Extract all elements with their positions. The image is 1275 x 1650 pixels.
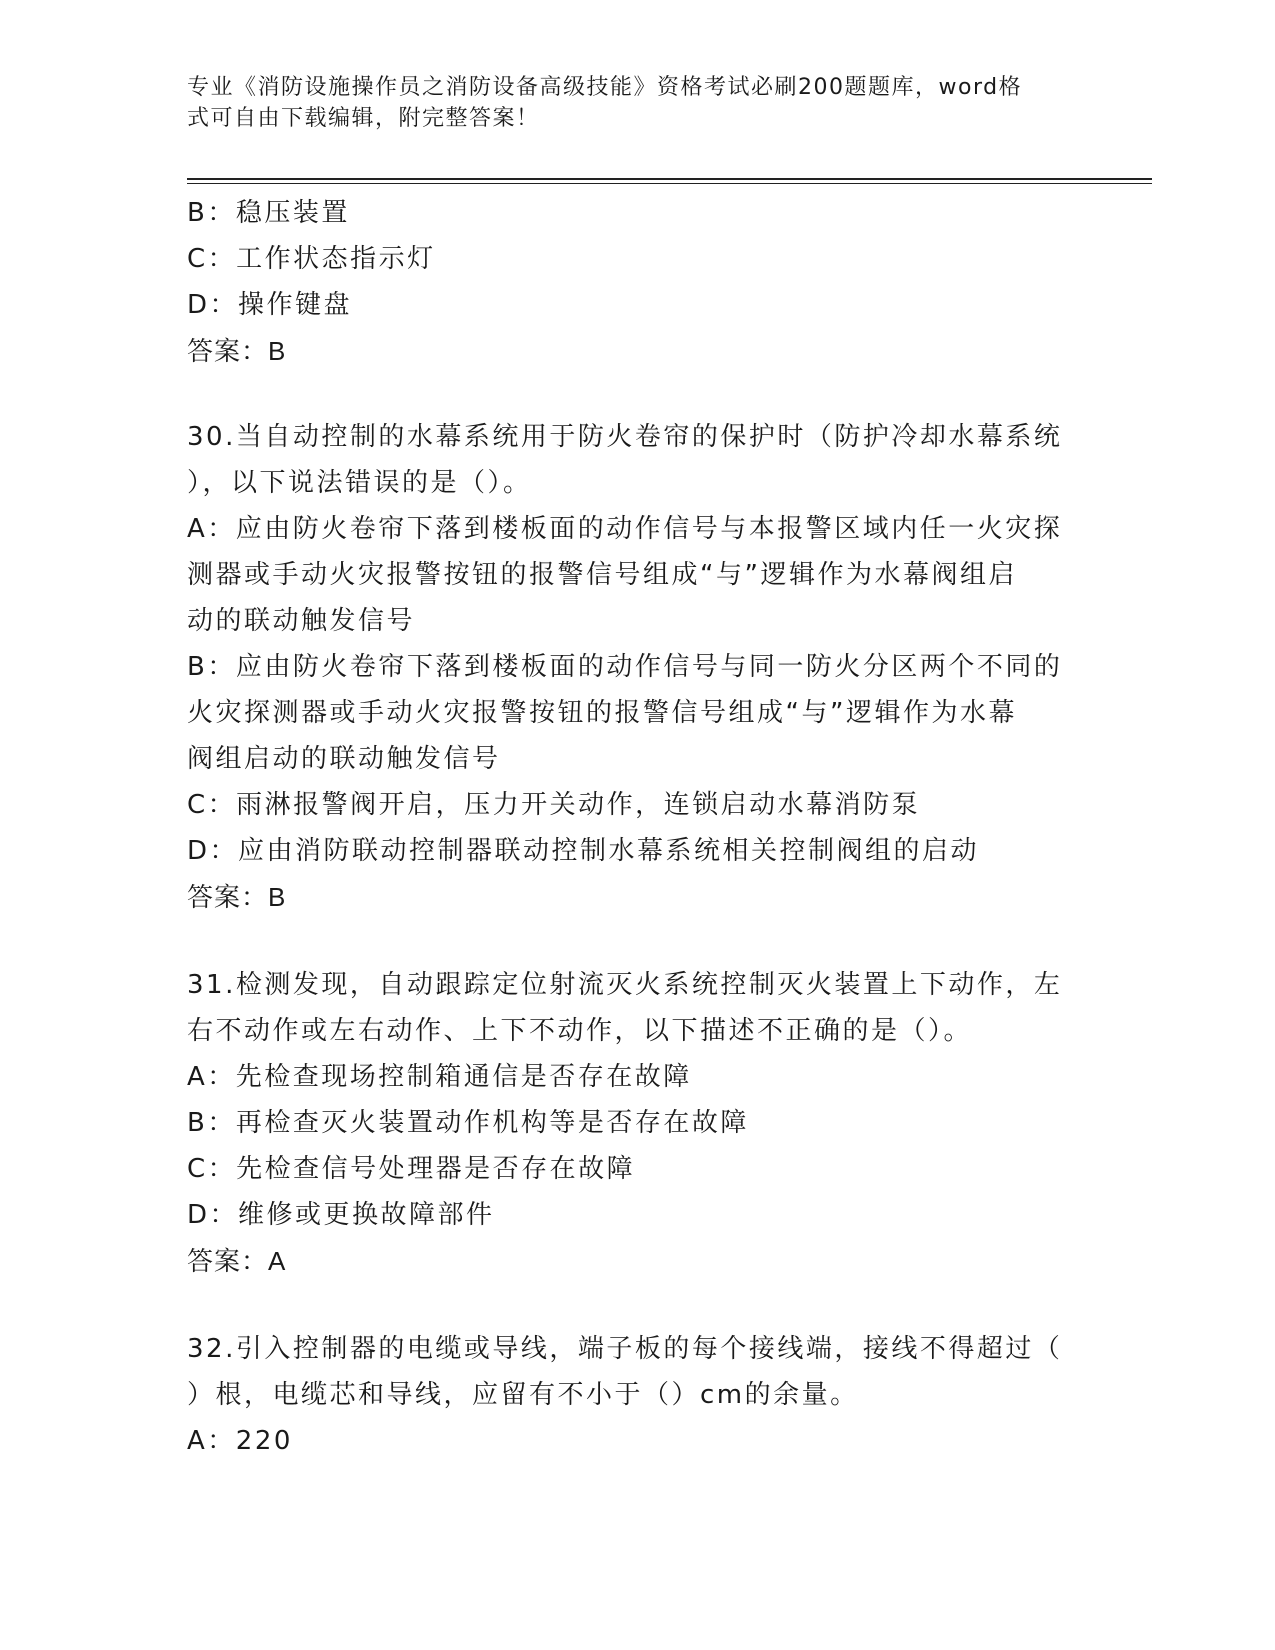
option-b-line: B：应由防火卷帘下落到楼板面的动作信号与同一防火分区两个不同的 <box>187 652 1063 682</box>
option-b: B：稳压装置 <box>187 198 350 228</box>
option-a: A：先检查现场控制箱通信是否存在故障 <box>187 1062 692 1092</box>
previous-question-tail <box>187 190 1067 374</box>
question-31 <box>187 962 1067 1284</box>
question-stem-line: ），以下说法错误的是（）。 <box>187 468 532 498</box>
option-c: C：先检查信号处理器是否存在故障 <box>187 1154 636 1184</box>
option-a-line: 测器或手动火灾报警按钮的报警信号组成“与”逻辑作为水幕阀组启 <box>187 560 1017 590</box>
question-30 <box>187 414 1067 920</box>
header-line-2: 式可自由下载编辑，附完整答案！ <box>187 106 540 131</box>
option-c: C：工作状态指示灯 <box>187 244 436 274</box>
question-32 <box>187 1326 1067 1464</box>
document-header <box>187 72 1067 134</box>
spacer <box>187 1284 1067 1326</box>
option-c: C：雨淋报警阀开启，压力开关动作，连锁启动水幕消防泵 <box>187 790 921 820</box>
option-a-line: A：应由防火卷帘下落到楼板面的动作信号与本报警区域内任一火灾探 <box>187 514 1063 544</box>
question-stem-line: 右不动作或左右动作、上下不动作，以下描述不正确的是（）。 <box>187 1016 973 1046</box>
question-content <box>187 190 1067 1464</box>
answer-line: 答案：A <box>187 1246 287 1276</box>
option-d: D：操作键盘 <box>187 290 353 320</box>
answer-line: 答案：B <box>187 882 287 912</box>
option-a: A：220 <box>187 1426 293 1456</box>
question-stem-line: 32.引入控制器的电缆或导线，端子板的每个接线端，接线不得超过（ <box>187 1334 1063 1364</box>
answer-line: 答案：B <box>187 336 287 366</box>
header-divider-thick <box>187 178 1152 180</box>
option-d: D：维修或更换故障部件 <box>187 1200 495 1230</box>
option-b-line: 阀组启动的联动触发信号 <box>187 744 501 774</box>
option-d: D：应由消防联动控制器联动控制水幕系统相关控制阀组的启动 <box>187 836 980 866</box>
header-line-1: 专业《消防设施操作员之消防设备高级技能》资格考试必刷200题题库，word格 <box>187 75 1023 100</box>
spacer <box>187 374 1067 414</box>
header-divider-thin <box>187 183 1152 184</box>
question-stem-line: 31.检测发现，自动跟踪定位射流灭火系统控制灭火装置上下动作，左 <box>187 970 1063 1000</box>
question-stem-line: ）根，电缆芯和导线，应留有不小于（）cm的余量。 <box>187 1380 859 1410</box>
option-b-line: 火灾探测器或手动火灾报警按钮的报警信号组成“与”逻辑作为水幕 <box>187 698 1017 728</box>
question-stem-line: 30.当自动控制的水幕系统用于防火卷帘的保护时（防护冷却水幕系统 <box>187 422 1063 452</box>
option-b: B：再检查灭火装置动作机构等是否存在故障 <box>187 1108 749 1138</box>
spacer <box>187 920 1067 962</box>
option-a-line: 动的联动触发信号 <box>187 606 416 636</box>
